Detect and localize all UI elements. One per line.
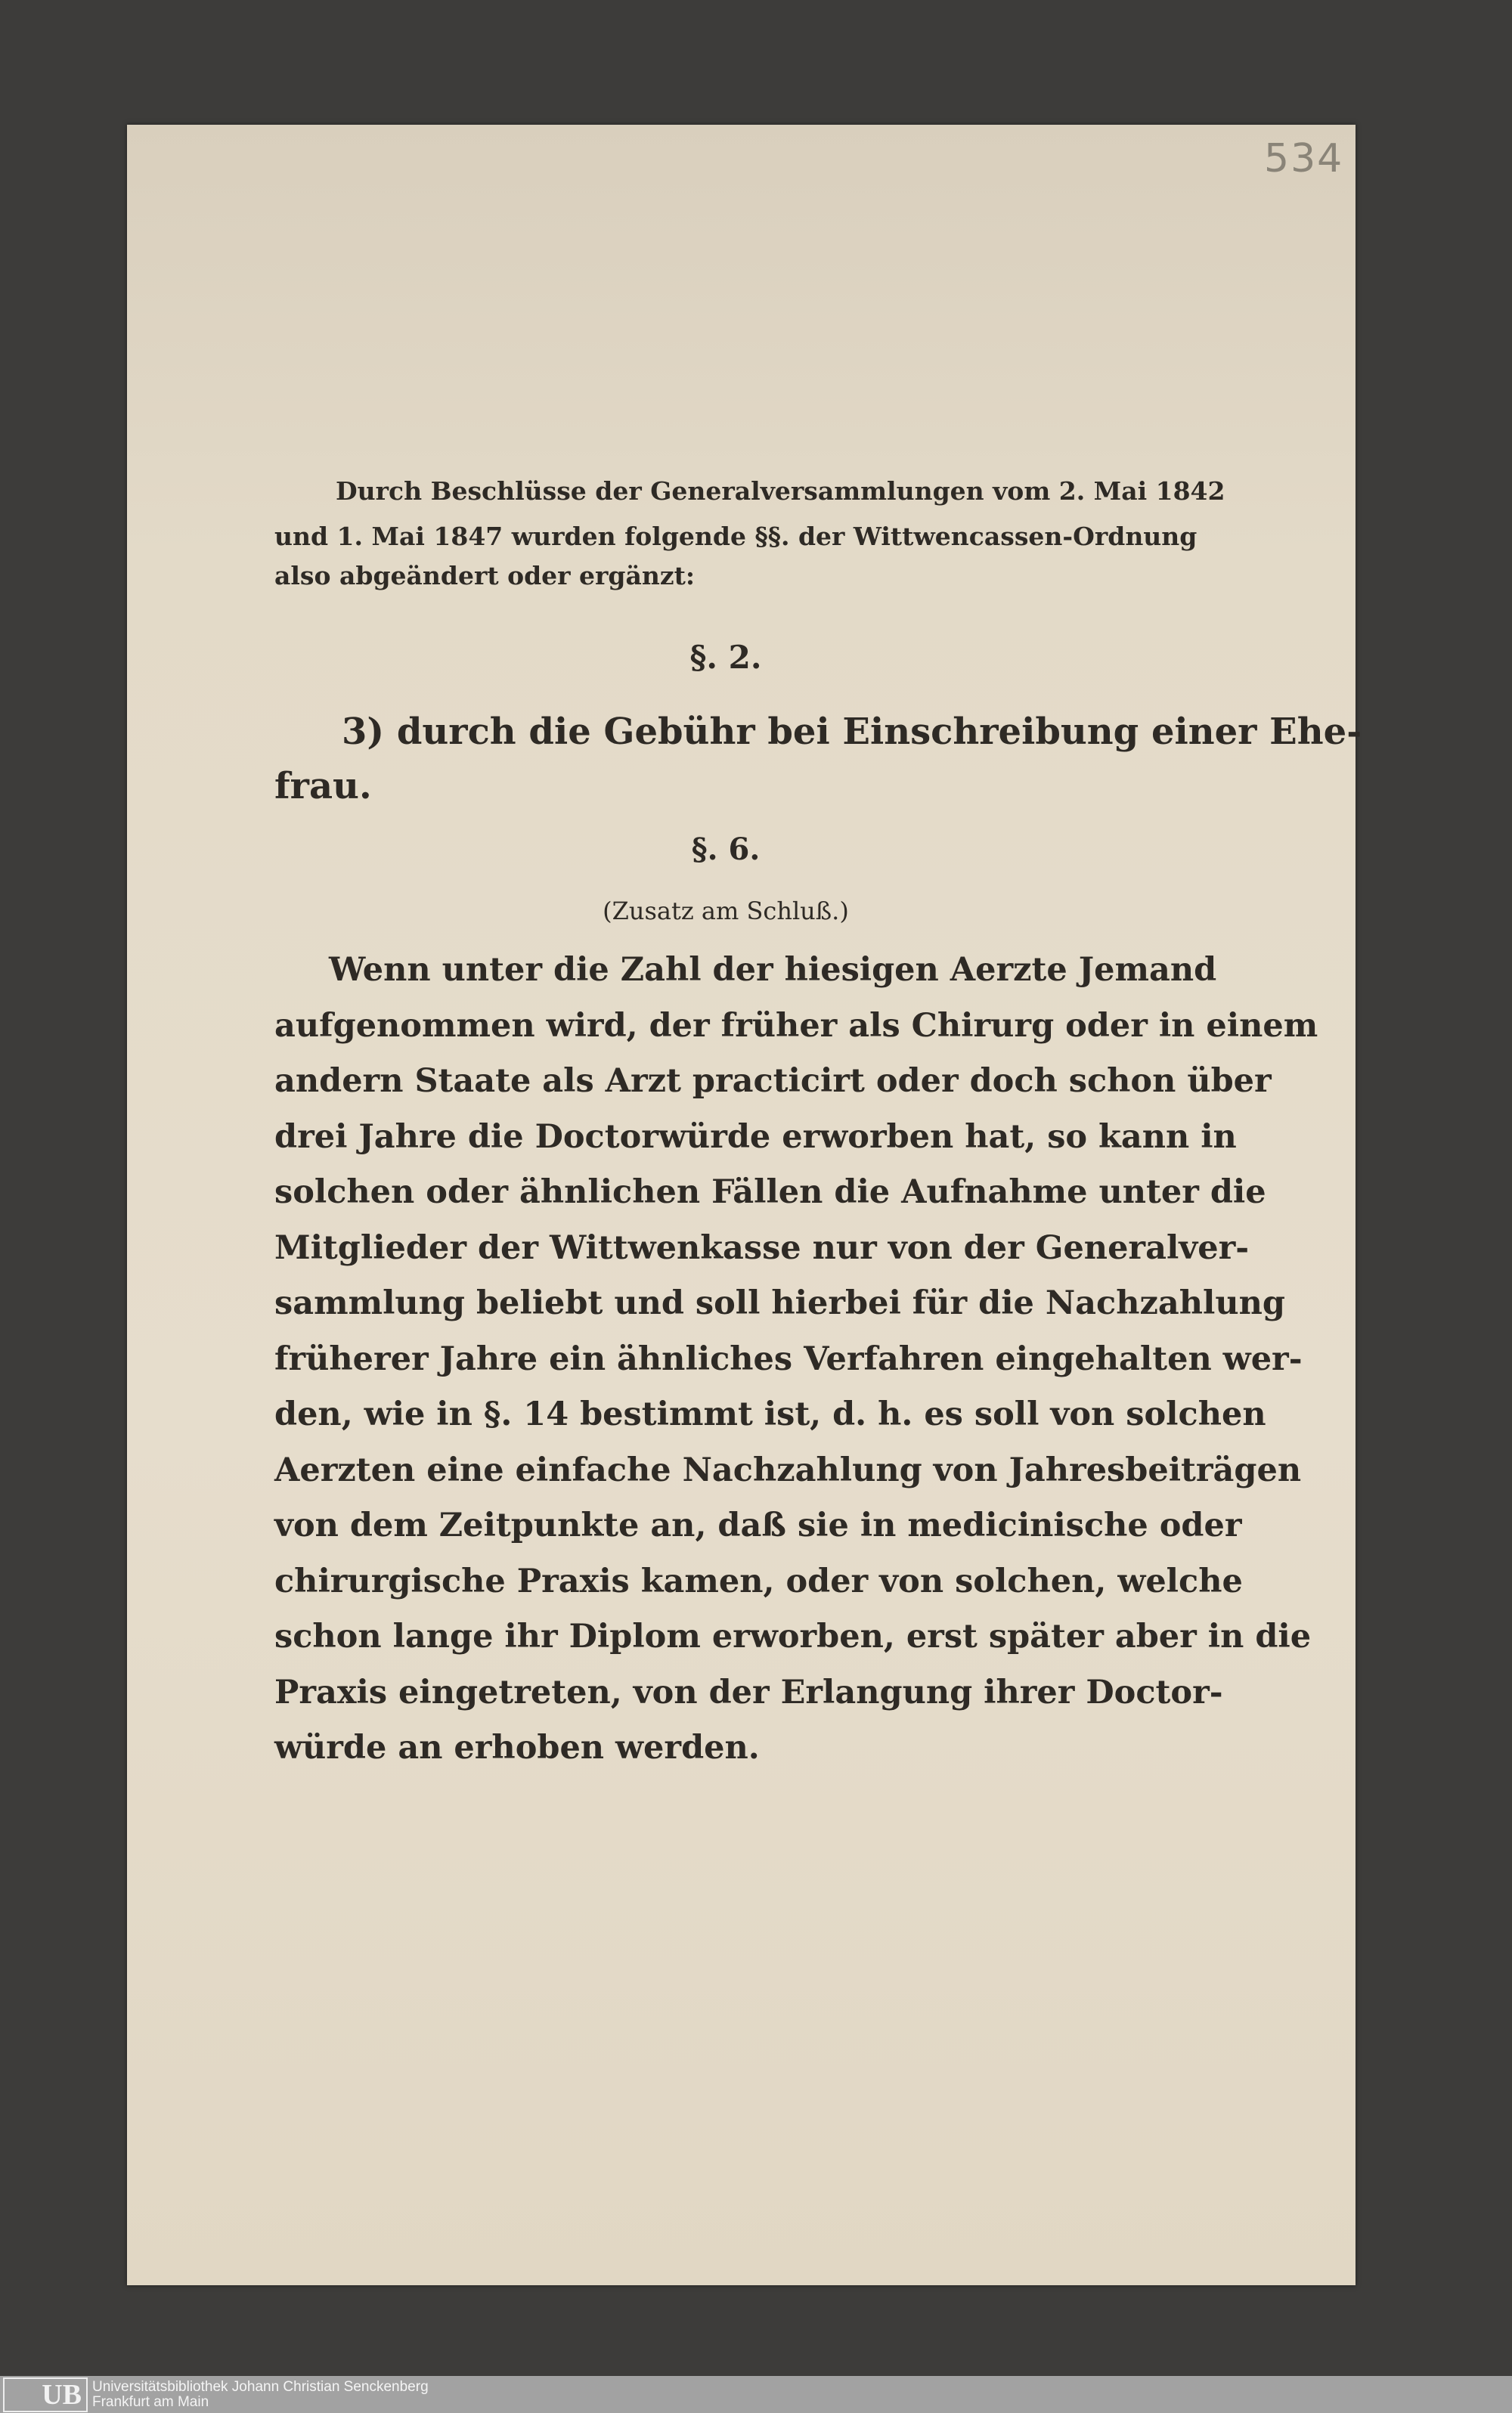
section-2-line: frau. — [274, 765, 372, 807]
body-line: Aerzten eine einfache Nachzahlung von Jahresbeiträgen — [274, 1451, 1302, 1489]
body-line: aufgenommen wird, der früher als Chirurg oder in einem — [274, 1006, 1318, 1045]
body-line: von dem Zeitpunkte an, daß sie in medicinische oder — [274, 1507, 1242, 1544]
section-6-heading: §. 6. — [691, 832, 761, 867]
library-logo: UB — [3, 2377, 88, 2412]
body-line: Mitglieder der Wittwenkasse nur von der Generalver- — [274, 1228, 1250, 1267]
page-number: 534 — [1264, 136, 1344, 181]
section-2-line: 3) durch die Gebühr bei Einschreibung einer Ehe- — [342, 711, 1362, 753]
body-line: andern Staate als Arzt practicirt oder doch schon über — [274, 1062, 1272, 1100]
intro-line: also abgeändert oder ergänzt: — [274, 561, 696, 590]
footer-city: Frankfurt am Main — [92, 2394, 209, 2410]
body-line: würde an erhoben werden. — [274, 1729, 760, 1767]
intro-line: und 1. Mai 1847 wurden folgende §§. der Wittwencassen-Ordnung — [274, 522, 1198, 551]
body-line: früherer Jahre ein ähnliches Verfahren eingehalten wer- — [274, 1340, 1303, 1378]
body-line: chirurgische Praxis kamen, oder von solchen, welche — [274, 1562, 1243, 1600]
section-2-heading: §. 2. — [689, 639, 762, 676]
footer-institution: Universitätsbibliothek Johann Christian Senckenberg — [92, 2379, 429, 2395]
body-line: Wenn unter die Zahl der hiesigen Aerzte Jemand — [329, 951, 1217, 989]
section-6-subheading: (Zusatz am Schluß.) — [603, 897, 849, 925]
body-line: drei Jahre die Doctorwürde erworben hat, so kann in — [274, 1117, 1237, 1156]
body-line: solchen oder ähnlichen Fällen die Aufnahme unter die — [274, 1173, 1266, 1211]
intro-line: Durch Beschlüsse der Generalversammlungen vom 2. Mai 1842 — [336, 476, 1225, 506]
body-line: sammlung beliebt und soll hierbei für die Nachzahlung — [274, 1284, 1285, 1322]
body-line: den, wie in §. 14 bestimmt ist, d. h. es soll von solchen — [274, 1395, 1266, 1433]
body-line: schon lange ihr Diplom erworben, erst später aber in die — [274, 1618, 1312, 1656]
body-line: Praxis eingetreten, von der Erlangung ihrer Doctor- — [274, 1673, 1223, 1711]
